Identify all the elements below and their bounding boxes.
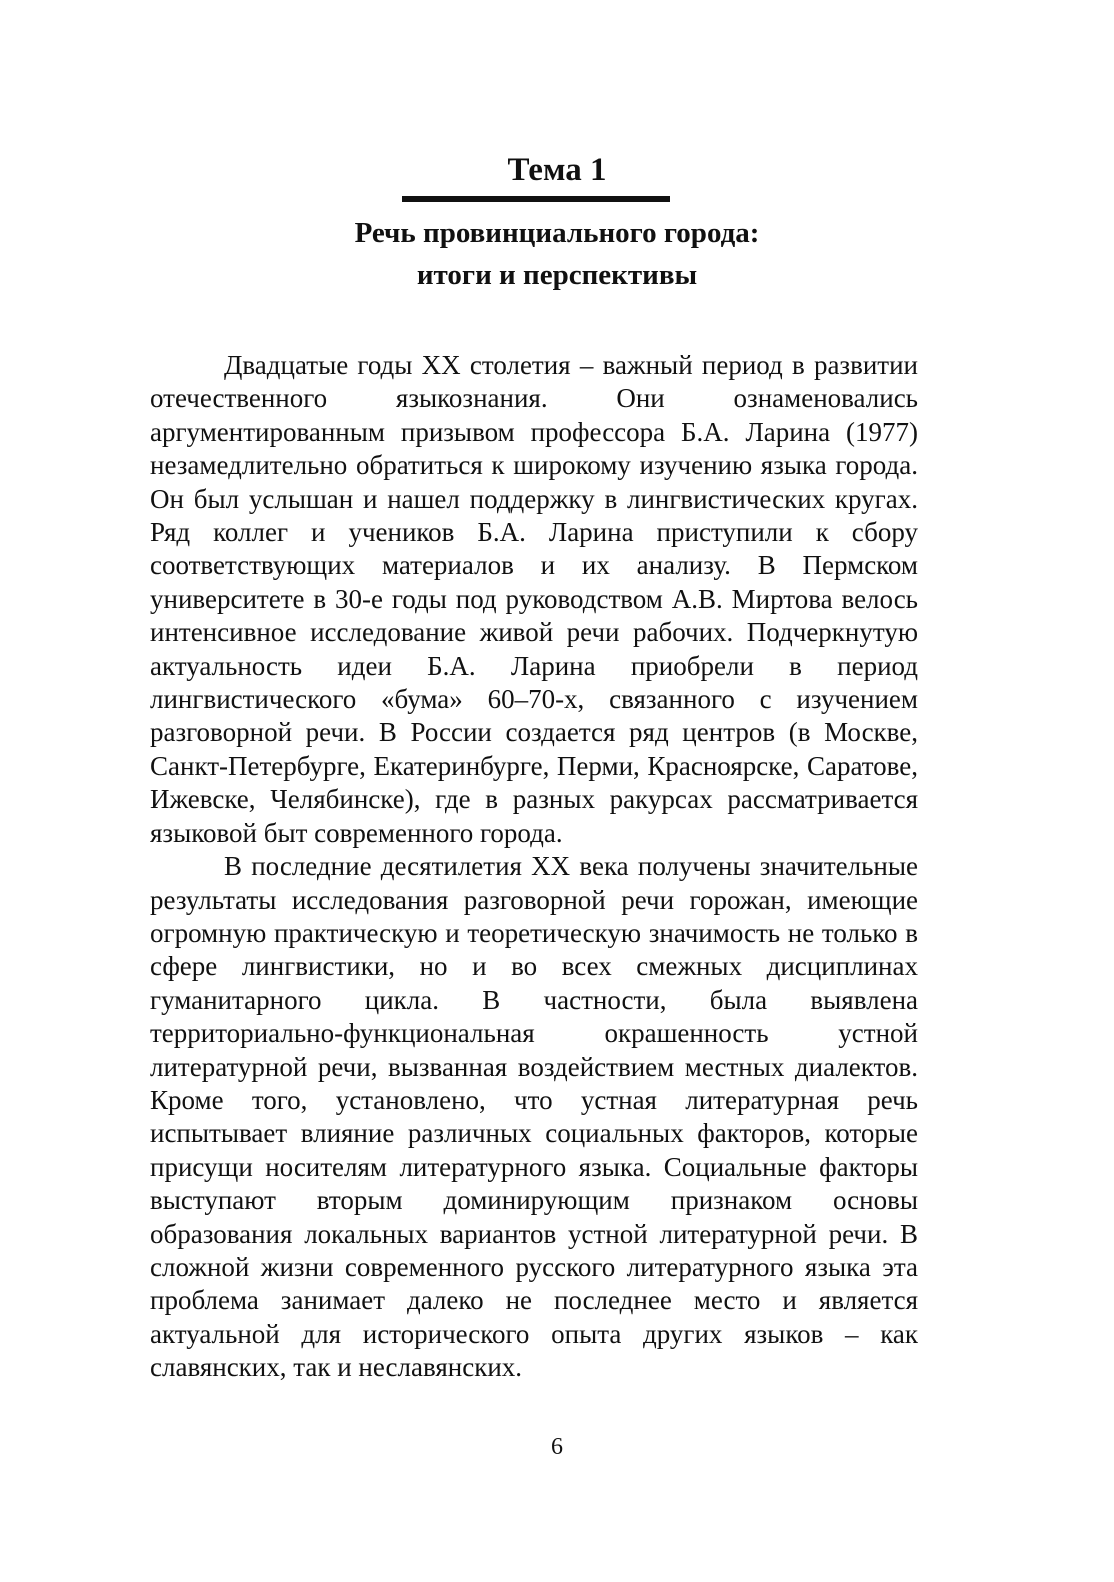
paragraph-2: В последние десятилетия XX века получены значительные результаты исследования разговорной речи горожан, имеющие огромную практическую и теоретическую значимость не только в сфере лингвистики, но и во всех смежных дисциплинах гуманитарного цикла. В частности, была выявлена территориально-функциональная окрашенность устной литературной речи, вызванная воздействием местных диалектов. Кроме того, установлено, что устная литературная речь испытывает влияние различных социальных факторов, которые присущи носителям литературного языка. Социальные факторы выступают вторым доминирующим признаком основы образования локальных вариантов устной литературной речи. В сложной жизни современного русского литературного языка эта проблема занимает далеко не последнее место и является актуальной для исторического опыта других языков – как славянских, так и неславянских. (150, 851, 918, 1383)
topic-title: Тема 1 (507, 152, 607, 188)
paragraph-1: Двадцатые годы XX столетия – важный период в развитии отечественного языкознания. Они ознаменовались аргументированным призывом профессора Б.А. Ларина (1977) незамедлительно обратиться к широкому изучению языка города. Он был услышан и нашел поддержку в лингвистических кругах. Ряд коллег и учеников Б.А. Ларина приступили к сбору соответствующих материалов и их анализу. В Пермском университете в 30-е годы под руководством А.В. Миртова велось интенсивное исследование живой речи рабочих. Подчеркнутую актуальность идеи Б.А. Ларина приобрели в период лингвистического «бума» 60–70-х, связанного с изучением разговорной речи. В России создается ряд центров (в Москве, Санкт-Петербурге, Екатеринбурге, Перми, Красноярске, Саратове, Ижевске, Челябинске), где в разных ракурсах рассматривается языковой быт современного города. (150, 350, 918, 848)
section-title (0, 212, 1114, 296)
title-underline-rule (402, 196, 670, 202)
section-title-line-1: Речь провинциального города: (354, 217, 760, 249)
body-text (150, 349, 918, 1385)
section-title-line-2: итоги и перспективы (416, 259, 698, 291)
page-number: 6 (551, 1434, 563, 1460)
